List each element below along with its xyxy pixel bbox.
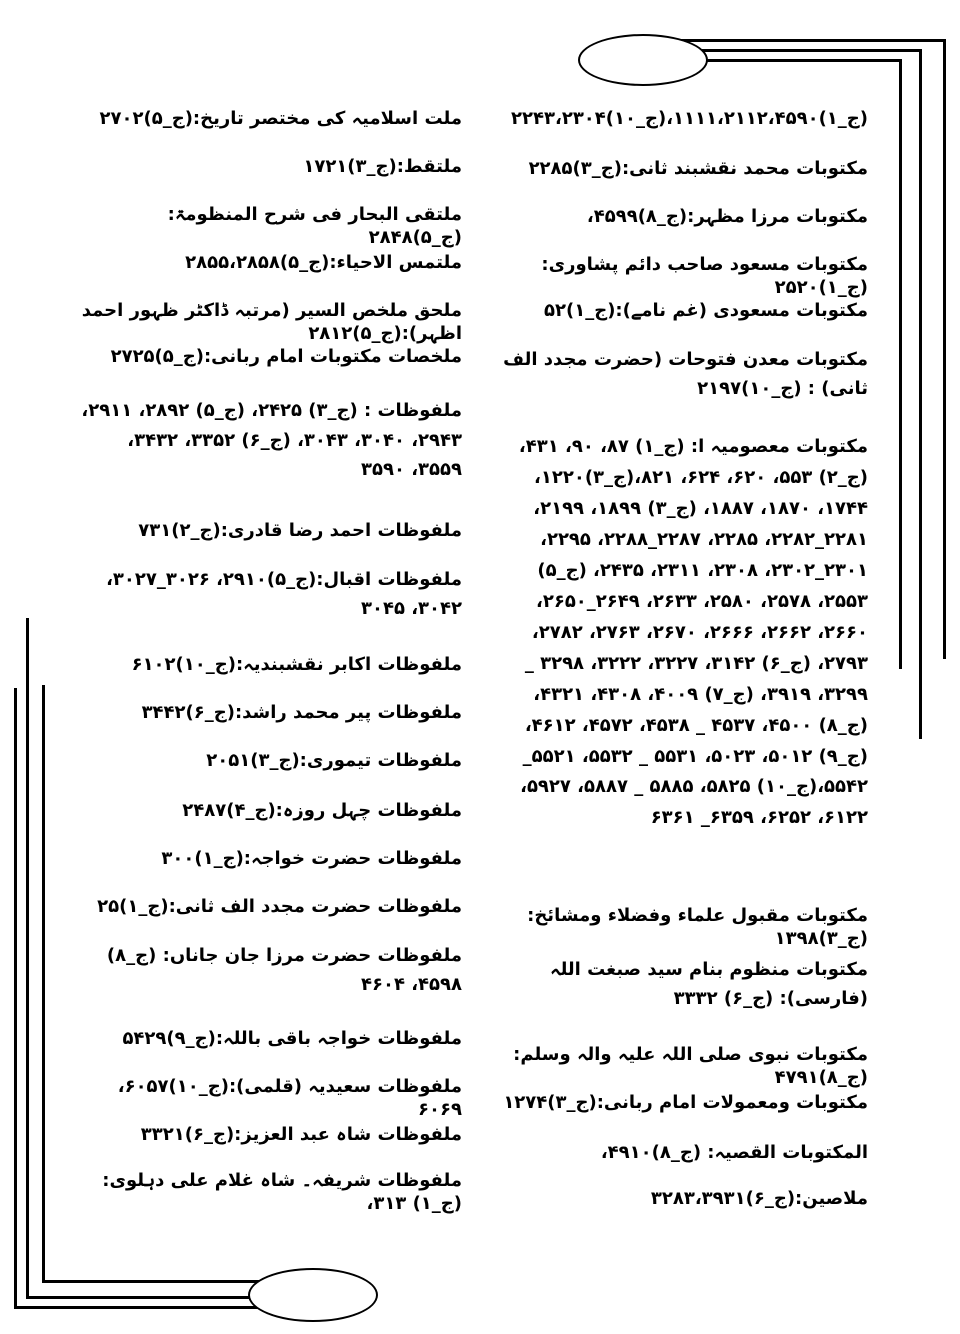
index-entry: مکتوبات منظوم بنام سید صبغت اللہ (فارسی): (ج_۶) ۳۳۳۲ <box>550 959 868 1009</box>
index-entry: ملتقی البحار فی شرح المنظومۃ:(ج_۵)۲۸۴۸ <box>167 204 462 248</box>
index-entry: مکتوبات معدن فتوحات (حضرت مجدد الف ثانی) : (ج_۱۰)۲۱۹۷ <box>503 349 868 399</box>
frame-line-left-inner <box>42 685 45 1280</box>
index-entry: ملفوظات خواجہ باقی باللہ:(ج_۹)۵۴۲۹ <box>122 1028 462 1049</box>
frame-line-right-outer <box>943 39 946 659</box>
index-entry: ملفوظات احمد رضا قادری:(ج_۲)۷۳۱ <box>138 520 462 541</box>
index-entry: ملت اسلامیہ کی مختصر تاریخ:(ج_۵)۲۷۰۲ <box>99 108 462 129</box>
index-entry: ملفوظات حضرت مرزا جان جاناں: (ج_۸) ۴۵۹۸، ۴۶۰۴ <box>106 945 462 995</box>
index-entry: مکتوبات معصومیہ ا: (ج_۱) ۸۷، ۹۰، ۴۳۱، (ج_۲) ۵۵۳، ۶۲۰، ۶۲۴، ۸۲۱،(ج_۳)۱۲۲۰، ۱۷۴۴، ۱۸۷۰، ۱۸۸۷، (ج_۳) ۱۸۹۹، ۲۱۹۹، ۲۲۸۱_۲۲۸۲، ۲۲۸۵، ۲۲۸۷_۲۲۸۸، ۲۲۹۵، ۲۳۰۱_۲۳۰۲، ۲۳۰۸، ۲۳۱۱، ۲۴۳۵، (ج_۵) ۲۵۵۳، ۲۵۷۸، ۲۵۸۰، ۲۶۳۳، ۲۶۴۹_۲۶۵۰، ۲۶۶۰، ۲۶۶۲، ۲۶۶۶، ۲۶۷۰، ۲۷۶۳، ۲۷۸۲، ۲۷۹۳، (ج_۶) ۳۱۴۲، ۳۲۲۷، ۳۲۲۲، ۳۲۹۸ _ ۳۲۹۹، ۳۹۱۹، (ج_۷) ۴۰۰۹، ۴۳۰۸، ۴۳۲۱، (ج_۸) ۴۵۰۰، ۴۵۳۷ _ ۴۵۳۸، ۴۵۷۲، ۴۶۱۲، (ج_۹) ۵۰۱۲، ۵۰۲۳، ۵۵۳۱ _ ۵۵۳۲، ۵۵۲۱_ ۵۵۴۲،(ج_۱۰) ۵۸۲۵، ۵۸۸۵ _ ۵۸۸۷، ۵۹۲۷، ۶۱۲۲، ۶۲۵۲، ۶۳۵۹_ ۶۳۶۱ <box>518 436 868 829</box>
index-entry: مکتوبات مسعود صاحب دائم پشاوری:(ج_۱)۲۵۲۰ <box>541 254 868 298</box>
index-entry: ملتمس الاحیاء:(ج_۵)۲۸۵۵،۲۸۵۸ <box>185 252 462 273</box>
index-entry: مکتوبات مرزا مظہر:(ج_۸)۴۵۹۹، <box>586 206 868 227</box>
index-entry: مکتوبات مسعودی (غم نامے):(ج_۱)۵۲ <box>544 300 868 321</box>
left-column <box>78 0 462 1334</box>
index-entry: ملفوظات چہل روزہ:(ج_۴)۲۴۸۷ <box>182 800 462 821</box>
index-entry: ملخصات مکتوبات امام ربانی:(ج_۵)۲۷۲۵ <box>110 346 462 367</box>
index-entry: ملحق ملخص السیر (مرتبہ ڈاکٹر ظہور احمد اظہر):(ج_۵)۲۸۱۲ <box>81 300 462 344</box>
index-entry: مکتوبات مقبول علماء وفضلاء ومشائخ:(ج_۳)۱۳۹۸ <box>527 905 868 949</box>
frame-line-right-inner <box>899 59 902 669</box>
index-entry: مکتوبات محمد نقشبند ثانی:(ج_۳)۲۲۸۵ <box>528 158 868 179</box>
index-entry: ملفوظات اقبال:(ج_۵)۲۹۱۰، ۳۰۲۶_۳۰۲۷، ۳۰۴۲، ۳۰۴۵ <box>106 569 462 619</box>
index-entry: ملفوظات پیر محمد راشد:(ج_۶)۳۴۴۲ <box>141 702 462 723</box>
index-entry: ملاصین:(ج_۶)۳۲۸۳،۳۹۳۱ <box>650 1188 868 1209</box>
index-entry: (ج_۱)۱۱۱۱،۲۱۱۲،۴۵۹۰،(ج_۱۰)۲۲۴۳،۲۳۰۴ <box>511 108 868 129</box>
right-column <box>488 0 868 1334</box>
index-entry: ملفوظات سعیدیہ (قلمی):(ج_۱۰)۶۰۵۷، ۶۰۶۹ <box>117 1076 462 1120</box>
index-entry: المکتوبات القصیہ: (ج_۸)۴۹۱۰، <box>600 1142 868 1163</box>
index-entry: ملفوظات شریفہ۔ شاہ غلام علی دہلوی: (ج_۱) ۳۱۳، <box>102 1170 462 1214</box>
index-entry: ملفوظات تیموری:(ج_۳)۲۰۵۱ <box>206 750 462 771</box>
frame-line-left-mid <box>26 618 29 1298</box>
index-entry: ملتقط:(ج_۳)۱۷۲۱ <box>303 156 462 177</box>
frame-line-left-outer <box>14 688 17 1308</box>
index-entry: ملفوظات حضرت خواجہ:(ج_۱)۳۰۰ <box>161 848 462 869</box>
index-entry: ملفوظات شاہ عبد العزیز:(ج_۶)۳۳۲۱ <box>140 1124 462 1145</box>
index-entry: ملفوظات : (ج_۳) ۲۴۲۵، (ج_۵) ۲۸۹۲، ۲۹۱۱، ۲۹۴۳، ۳۰۴۰، ۳۰۴۳، (ج_۶) ۳۳۵۲، ۳۴۳۲، ۳۵۵۹، ۳۵۹۰ <box>81 400 462 481</box>
index-entry: ملفوظات حضرت مجدد الف ثانی:(ج_۱)۲۵ <box>97 896 462 917</box>
index-entry: مکتوبات ومعمولات امام ربانی:(ج_۳)۱۲۷۴ <box>503 1092 868 1113</box>
index-entry: مکتوبات نبوی صلی اللہ علیہ والہ وسلم: (ج_۸)۴۷۹۱ <box>513 1044 868 1088</box>
frame-line-right-mid <box>919 49 922 739</box>
index-entry: ملفوظات اکابر نقشبندیہ:(ج_۱۰)۶۱۰۲ <box>131 654 462 675</box>
